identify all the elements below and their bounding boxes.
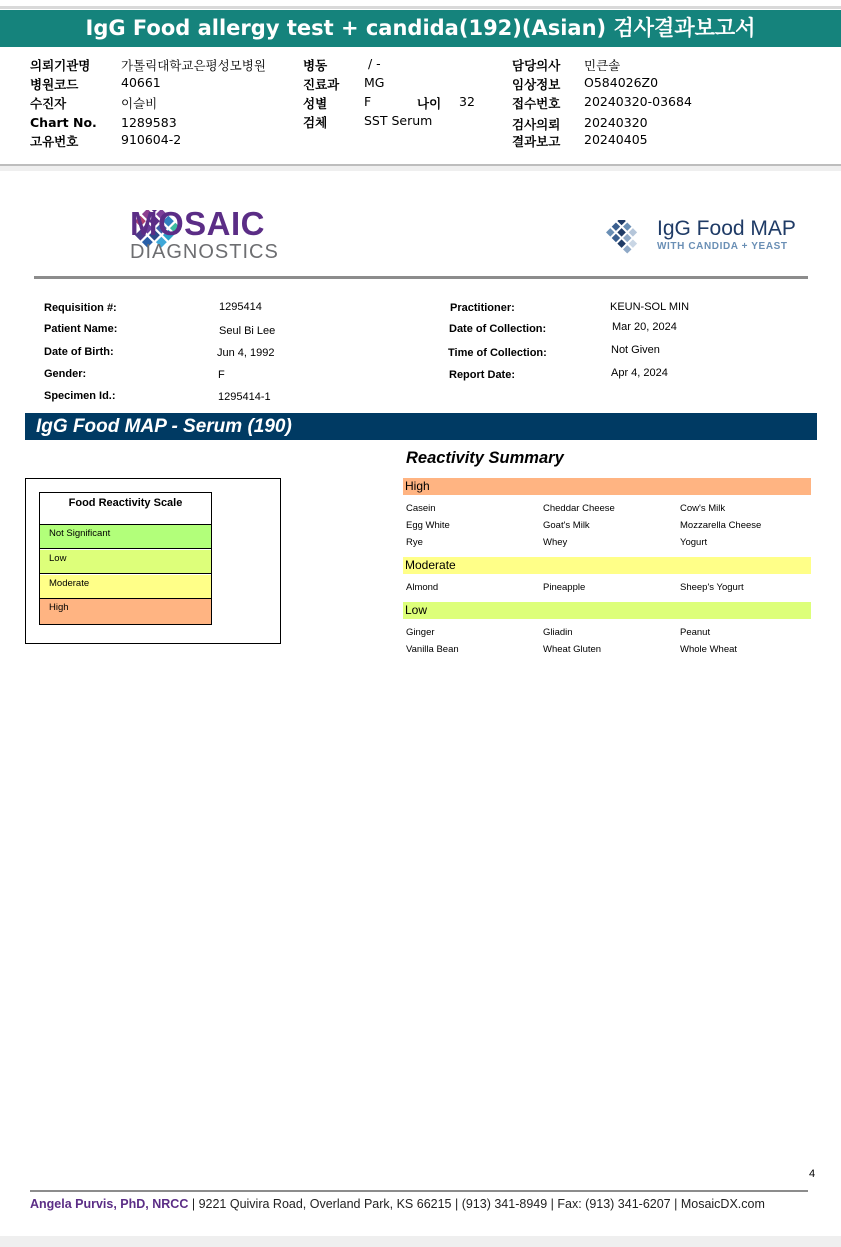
hdr-label: 고유번호 [30, 134, 79, 149]
hdr-value: 민큰솔 [584, 58, 621, 73]
hdr-value: 이슬비 [121, 96, 158, 111]
hdr-label: 병동 [303, 58, 328, 73]
hdr-age-label: 나이 [417, 96, 442, 111]
hdr-value: 20240320-03684 [584, 94, 692, 109]
footer-details: | 9221 Quivira Road, Overland Park, KS 66215 | (913) 341-8949 | Fax: (913) 341-6207 | MosaicDX.com [191, 1197, 765, 1211]
hdr-value: 가톨릭대학교은평성모병원 [121, 58, 266, 73]
group-band-low: Low [403, 602, 811, 619]
hdr-value: SST Serum [364, 113, 433, 128]
hdr-value: / - [368, 56, 381, 71]
footer-author: Angela Purvis, PhD, NRCC [30, 1197, 189, 1211]
pi-value: KEUN-SOL MIN [610, 301, 690, 313]
igg-name: IgG Food MAP [657, 217, 796, 240]
hdr-label: 검체 [303, 115, 328, 130]
pi-value: Seul Bi Lee [219, 325, 276, 337]
pi-label: Practitioner: [450, 302, 515, 314]
hdr-value: 40661 [121, 75, 161, 90]
hdr-label: Chart No. [30, 115, 97, 130]
logo-divider [34, 276, 808, 279]
food-item: Vanilla Bean [406, 644, 459, 655]
scale-level-moderate: Moderate [40, 575, 211, 599]
pi-label: Patient Name: [44, 323, 118, 335]
food-item: Mozzarella Cheese [680, 520, 762, 531]
hdr-label: 검사의뢰 [512, 117, 561, 132]
hdr-label: 수진자 [30, 96, 67, 111]
pi-value: Not Given [611, 344, 660, 356]
pi-label: Gender: [44, 368, 87, 380]
pi-value: Mar 20, 2024 [612, 321, 677, 333]
hdr-label: 병원코드 [30, 77, 79, 92]
food-item: Sheep's Yogurt [680, 582, 744, 593]
food-item: Cheddar Cheese [543, 503, 615, 514]
pi-value: F [218, 369, 225, 381]
footer-divider [30, 1190, 808, 1192]
page-number: 4 [809, 1168, 816, 1180]
hdr-label: 진료과 [303, 77, 340, 92]
mosaic-wordmark [130, 207, 279, 263]
igg-food-map-logo-icon [593, 220, 653, 256]
hdr-value: O584026Z0 [584, 75, 659, 90]
food-item: Gliadin [543, 627, 573, 638]
hdr-value: 20240320 [584, 115, 648, 130]
food-item: Pineapple [543, 582, 586, 593]
food-item: Cow's Milk [680, 503, 726, 514]
scale-level-low: Low [40, 550, 211, 574]
pi-label: Date of Birth: [44, 346, 114, 358]
pi-value: 1295414 [219, 301, 262, 313]
hdr-label: 의뢰기관명 [30, 58, 91, 73]
food-item: Almond [406, 582, 439, 593]
hdr-value: F [364, 94, 372, 109]
igg-wordmark [657, 217, 796, 253]
header-gap [0, 166, 841, 171]
pi-value: Apr 4, 2024 [611, 367, 668, 379]
hdr-value: 20240405 [584, 132, 648, 147]
report-title: IgG Food allergy test + candida(192)(Asian) 검사결과보고서 [0, 10, 841, 47]
igg-subname: WITH CANDIDA + YEAST [657, 241, 788, 252]
food-item: Whey [543, 537, 568, 548]
top-rule [0, 6, 841, 9]
group-band-high: High [403, 478, 811, 495]
food-item: Egg White [406, 520, 450, 531]
mosaic-subname: DIAGNOSTICS [130, 241, 279, 263]
food-item: Goat's Milk [543, 520, 590, 531]
scale-level-not-significant: Not Significant [40, 525, 211, 549]
hdr-label: 접수번호 [512, 96, 561, 111]
reactivity-summary-title: Reactivity Summary [406, 449, 564, 467]
hdr-value: 1289583 [121, 115, 177, 130]
food-item: Ginger [406, 627, 435, 638]
hdr-age-value: 32 [459, 94, 475, 109]
food-item: Rye [406, 537, 423, 548]
scale-title: Food Reactivity Scale [40, 493, 211, 525]
hdr-label: 임상정보 [512, 77, 561, 92]
pi-label: Report Date: [449, 369, 516, 381]
pi-label: Time of Collection: [448, 347, 547, 359]
hdr-label: 담당의사 [512, 58, 561, 73]
mosaic-name: MOSAIC [130, 205, 265, 242]
pi-label: Date of Collection: [449, 323, 547, 335]
group-band-moderate: Moderate [403, 557, 811, 574]
hdr-label: 결과보고 [512, 134, 561, 149]
pi-label: Specimen Id.: [44, 390, 116, 402]
pi-label: Requisition #: [44, 302, 117, 314]
section-title: IgG Food MAP - Serum (190) [25, 413, 817, 440]
food-item: Wheat Gluten [543, 644, 602, 655]
scale-level-high: High [40, 599, 211, 624]
footer [30, 1197, 765, 1211]
pi-value: Jun 4, 1992 [217, 347, 275, 359]
food-reactivity-scale [39, 492, 212, 625]
hdr-value: 910604-2 [121, 132, 182, 147]
food-item: Peanut [680, 627, 711, 638]
food-item: Yogurt [680, 537, 708, 548]
hdr-label: 성별 [303, 96, 328, 111]
hdr-value: MG [364, 75, 385, 90]
food-item: Whole Wheat [680, 644, 738, 655]
bottom-margin [0, 1236, 841, 1247]
pi-value: 1295414-1 [218, 391, 271, 403]
food-item: Casein [406, 503, 436, 514]
